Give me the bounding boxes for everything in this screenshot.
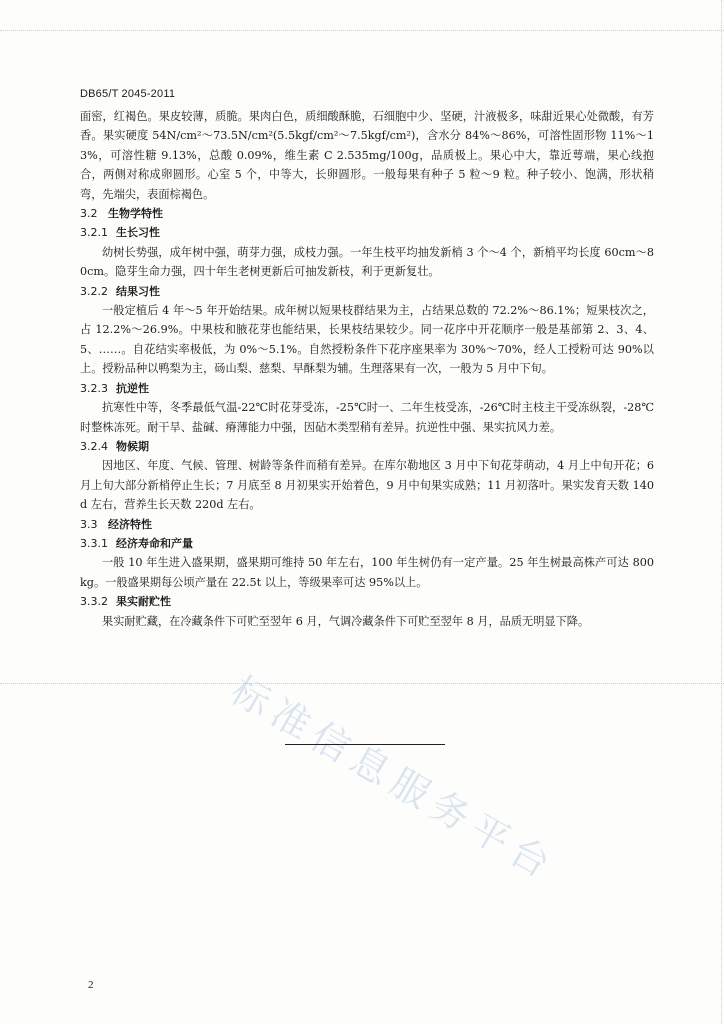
watermark-text: 标准信息服务平台 — [223, 667, 565, 890]
section-title: 经济寿命和产量 — [116, 536, 193, 550]
section-number: 3.2.1 — [80, 226, 108, 240]
document-body — [80, 107, 654, 631]
paragraph-fruit-description: 面密，红褐色。果皮较薄，质脆。果肉白色，质细酸酥脆，石细胞中少、坚硬，汁液极多，味甜近果心处微酸，有芳香。果实硬度 54N/cm²～73.5N/cm²(5.5kgf/cm²～7.5kgf/cm²)，含水分 84%～86%，可溶性固形物 11%～13%，可溶性糖 9.13%，总酸 0.09%，维生素 C 2.535mg/100g，品质极上。果心中大，靠近萼端，果心线抱合，两侧对称成卵圆形。心室 5 个，中等大，长卵圆形。一般每果有种子 5 粒～9 粒。种子较小、饱满，形状稍弯，先端尖，表面棕褐色。 — [80, 110, 654, 201]
scan-artifact-top — [0, 30, 724, 31]
heading-3-2-2 — [80, 282, 654, 301]
section-title: 生长习性 — [116, 226, 160, 240]
end-divider — [285, 744, 445, 745]
heading-3-2-4 — [80, 437, 654, 456]
scan-artifact-edge — [721, 0, 722, 1024]
section-number: 3.2.4 — [80, 439, 108, 453]
paragraph-growth-habit: 幼树长势强，成年树中强，萌芽力强，成枝力强。一年生枝平均抽发新梢 3 个～4 个，新梢平均长度 60cm～80cm。隐芽生命力强，四十年生老树更新后可抽发新枝，利于更新复壮。 — [80, 245, 654, 279]
section-title: 果实耐贮性 — [116, 595, 171, 609]
document-code: DB65/T 2045-2011 — [80, 88, 176, 100]
section-title: 结果习性 — [116, 284, 160, 298]
section-title: 经济特性 — [108, 517, 152, 531]
page-number: 2 — [88, 979, 94, 991]
section-number: 3.2 — [80, 207, 98, 221]
paragraph-storability: 果实耐贮藏，在冷藏条件下可贮至翌年 6 月，气调冷藏条件下可贮至翌年 8 月，品质无明显下降。 — [102, 614, 590, 628]
heading-3-3 — [80, 515, 654, 534]
heading-3-2 — [80, 204, 654, 223]
paragraph-phenology: 因地区、年度、气候、管理、树龄等条件而稍有差异。在库尔勒地区 3 月中下旬花芽萌动，4 月上中旬开花；6 月上旬大部分新梢停止生长；7 月底至 8 月初果实开始着色，9 月中旬果实成熟；11 月初落叶。果实发育天数 140d 左右，营养生长天数 220d 左右。 — [80, 459, 654, 512]
heading-3-2-3 — [80, 379, 654, 398]
section-number: 3.3.1 — [80, 536, 108, 550]
section-title: 抗逆性 — [116, 381, 149, 395]
section-number: 3.3.2 — [80, 595, 108, 609]
heading-3-3-2 — [80, 592, 654, 611]
heading-3-2-1 — [80, 223, 654, 242]
paragraph-stress-resistance: 抗寒性中等，冬季最低气温-22℃时花芽受冻，-25℃时一、二年生枝受冻，-26℃时主枝主干受冻纵裂，-28℃时整株冻死。耐干旱、盐碱、瘠薄能力中强，因砧木类型稍有差异。抗逆性中强、果实抗风力差。 — [80, 401, 654, 434]
section-title: 物候期 — [116, 439, 149, 453]
section-number: 3.3 — [80, 517, 98, 531]
scan-artifact-middle — [0, 683, 724, 684]
paragraph-fruiting-habit: 一般定植后 4 年～5 年开始结果。成年树以短果枝群结果为主，占结果总数的 72.2%～86.1%；短果枝次之，占 12.2%～26.9%。中果枝和腋花芽也能结果，长果枝结果较少。同一花序中开花顺序一般是基部第 2、3、4、5、……。自花结实率极低，为 0%～5.1%。自然授粉条件下花序座果率为 30%～70%，经人工授粉可达 90%以上。授粉品种以鸭梨为主，砀山梨、慈梨、早酥梨为辅。生理落果有一次，一般为 5 月中下旬。 — [80, 304, 654, 376]
heading-3-3-1 — [80, 534, 654, 553]
paragraph-economic-life-yield: 一般 10 年生进入盛果期，盛果期可维持 50 年左右，100 年生树仍有一定产量。25 年生树最高株产可达 800kg。一般盛果期每公顷产量在 22.5t 以上，等级果率可达 95%以上。 — [80, 556, 654, 589]
section-number: 3.2.3 — [80, 381, 108, 395]
section-title: 生物学特性 — [108, 207, 163, 221]
section-number: 3.2.2 — [80, 284, 108, 298]
